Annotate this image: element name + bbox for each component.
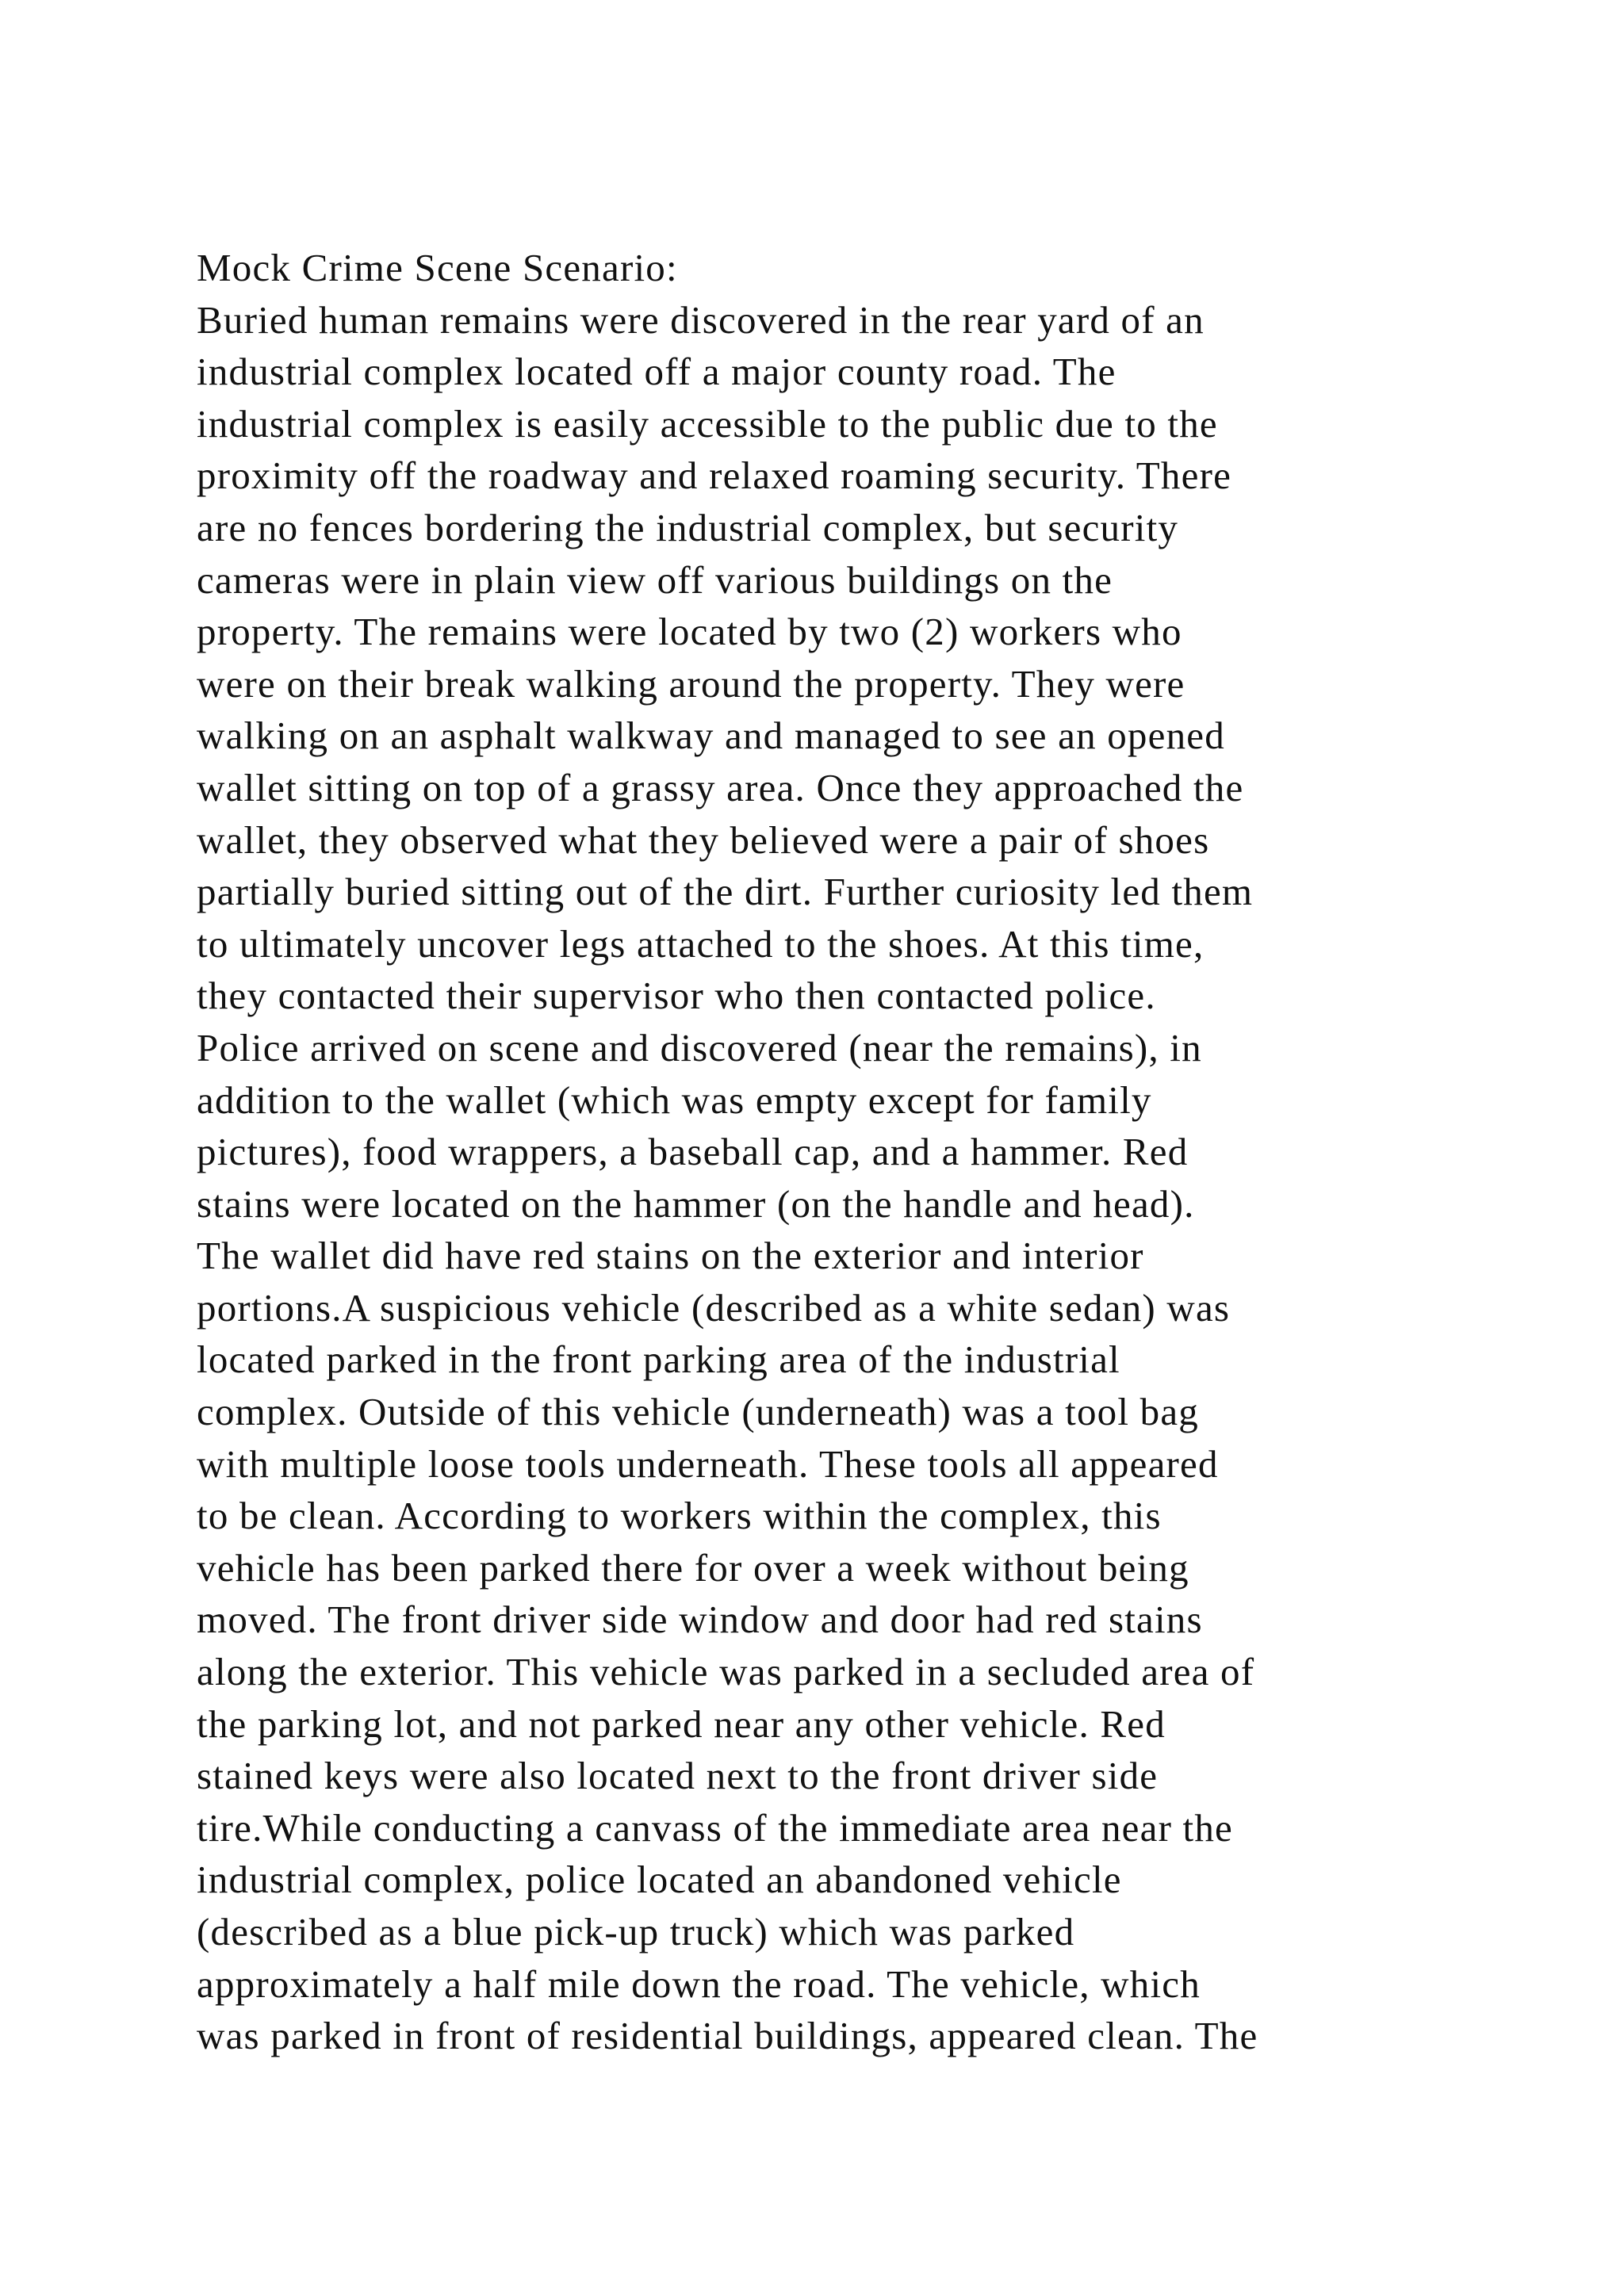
text-line: was parked in front of residential buildings, appeared clean. The xyxy=(197,2014,1258,2058)
text-line: the parking lot, and not parked near any other vehicle. Red xyxy=(197,1701,1166,1746)
text-line: industrial complex located off a major county road. The xyxy=(197,350,1116,394)
text-line: industrial complex, police located an abandoned vehicle xyxy=(197,1858,1122,1902)
text-line: stained keys were also located next to the front driver side xyxy=(197,1754,1159,1798)
text-line: pictures), food wrappers, a baseball cap, and a hammer. Red xyxy=(197,1130,1189,1174)
text-line: vehicle has been parked there for over a week without being xyxy=(197,1545,1189,1590)
text-line: with multiple loose tools underneath. These tools all appeared xyxy=(197,1441,1219,1486)
text-line: property. The remains were located by two (2) workers who xyxy=(197,610,1182,654)
text-line: addition to the wallet (which was empty except for family xyxy=(197,1077,1152,1122)
text-line: to ultimately uncover legs attached to the shoes. At this time, xyxy=(197,921,1205,966)
text-line: to be clean. According to workers within the complex, this xyxy=(197,1494,1162,1538)
text-line: are no fences bordering the industrial complex, but security xyxy=(197,505,1179,549)
text-line: stains were located on the hammer (on the handle and head). xyxy=(197,1181,1195,1226)
text-line: they contacted their supervisor who then contacted police. xyxy=(197,974,1156,1018)
text-line: tire.While conducting a canvass of the immediate area near the xyxy=(197,1805,1234,1850)
text-line: complex. Outside of this vehicle (underneath) was a tool bag xyxy=(197,1390,1199,1434)
text-line: industrial complex is easily accessible to the public due to the xyxy=(197,401,1218,446)
text-line: cameras were in plain view off various buildings on the xyxy=(197,557,1113,602)
text-line: were on their break walking around the property. They were xyxy=(197,661,1185,706)
text-line: along the exterior. This vehicle was parked in a secluded area of xyxy=(197,1650,1255,1694)
text-line: wallet sitting on top of a grassy area. Once they approached the xyxy=(197,765,1244,809)
text-line: portions.A suspicious vehicle (described as a white sedan) was xyxy=(197,1285,1231,1330)
text-line: partially buried sitting out of the dirt. Further curiosity led them xyxy=(197,870,1254,914)
document-title: Mock Crime Scene Scenario: xyxy=(197,246,678,289)
text-line: wallet, they observed what they believed were a pair of shoes xyxy=(197,817,1210,862)
text-line: (described as a blue pick-up truck) which was parked xyxy=(197,1910,1075,1954)
text-line: The wallet did have red stains on the exterior and interior xyxy=(197,1234,1144,1278)
text-line: moved. The front driver side window and door had red stains xyxy=(197,1598,1203,1642)
text-line: approximately a half mile down the road. The vehicle, which xyxy=(197,1961,1201,2006)
scenario-text-block xyxy=(197,242,1450,2062)
text-line: walking on an asphalt walkway and managed to see an opened xyxy=(197,714,1225,758)
text-line: Buried human remains were discovered in the rear yard of an xyxy=(197,297,1205,342)
text-line: Police arrived on scene and discovered (near the remains), in xyxy=(197,1025,1202,1070)
text-line: located parked in the front parking area of the industrial xyxy=(197,1337,1120,1382)
text-line: proximity off the roadway and relaxed roaming security. There xyxy=(197,453,1232,498)
